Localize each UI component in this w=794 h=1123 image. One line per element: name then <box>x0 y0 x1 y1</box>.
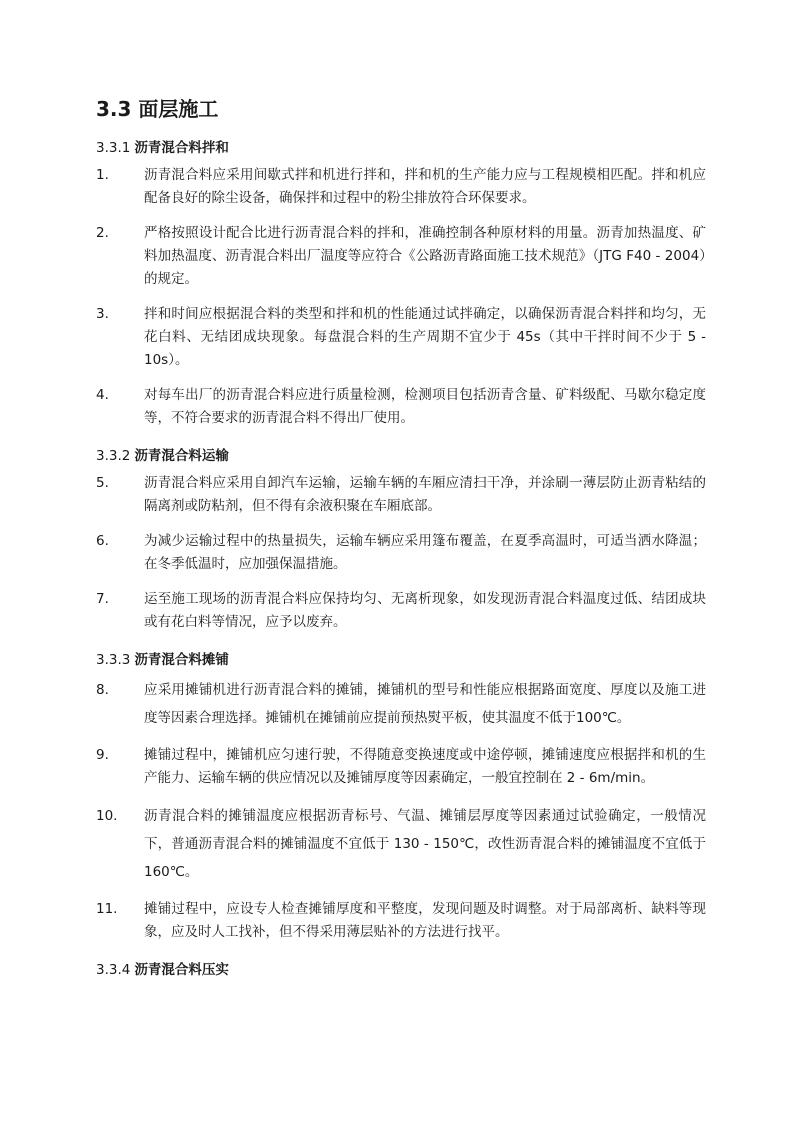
list-item-text: 沥青混合料应采用间歇式拌和机进行拌和，拌和机的生产能力应与工程规模相匹配。拌和机应配备良好的除尘设备，确保拌和过程中的粉尘排放符合环保要求。 <box>144 167 706 206</box>
list-item <box>96 898 706 944</box>
list-item-number: 7. <box>96 591 109 607</box>
section-number: 3.3 <box>96 97 132 121</box>
list-item-text: 摊铺过程中，应设专人检查摊铺厚度和平整度，发现问题及时调整。对于局部离析、缺料等现象，应及时人工找补，但不得采用薄层贴补的方法进行找平。 <box>144 901 706 940</box>
subsection-number: 3.3.1 <box>96 140 131 156</box>
list-item <box>96 676 706 732</box>
list-item-number: 1. <box>96 167 109 183</box>
list-item-number: 8. <box>96 682 109 698</box>
list-item-text: 运至施工现场的沥青混合料应保持均匀、无离析现象，如发现沥青混合料温度过低、结团成块或有花白料等情况，应予以废弃。 <box>144 591 706 630</box>
list-item <box>96 384 706 430</box>
list-item-text: 沥青混合料应采用自卸汽车运输，运输车辆的车厢应清扫干净，并涂刷一薄层防止沥青粘结的隔离剂或防粘剂，但不得有余液积聚在车厢底部。 <box>144 475 706 514</box>
list-item-number: 10. <box>96 808 118 824</box>
subsection-number: 3.3.2 <box>96 448 131 464</box>
list-item-number: 5. <box>96 475 109 491</box>
list-item <box>96 588 706 634</box>
list-item <box>96 744 706 790</box>
subsection-number: 3.3.4 <box>96 962 131 978</box>
list-item-text: 拌和时间应根据混合料的类型和拌和机的性能通过试拌确定，以确保沥青混合料拌和均匀，无花白料、无结团成块现象。每盘混合料的生产周期不宜少于 45s（其中干拌时间不少于 5 - 10s）。 <box>144 306 706 368</box>
list-item-number: 6. <box>96 533 109 549</box>
subsection-number: 3.3.3 <box>96 652 131 668</box>
list-item-number: 9. <box>96 747 109 763</box>
list-item-text: 对每车出厂的沥青混合料应进行质量检测，检测项目包括沥青含量、矿料级配、马歇尔稳定度等，不符合要求的沥青混合料不得出厂使用。 <box>144 387 706 426</box>
section-title-text: 面层施工 <box>138 97 219 121</box>
subsection-heading <box>96 646 706 676</box>
list-item <box>96 303 706 372</box>
list-item-number: 4. <box>96 387 109 403</box>
list-item-text: 应采用摊铺机进行沥青混合料的摊铺，摊铺机的型号和性能应根据路面宽度、厚度以及施工进度等因素合理选择。摊铺机在摊铺前应提前预热熨平板，使其温度不低于100℃。 <box>144 682 706 726</box>
subsection-heading <box>96 442 706 472</box>
list-item-text: 沥青混合料的摊铺温度应根据沥青标号、气温、摊铺层厚度等因素通过试验确定，一般情况下，普通沥青混合料的摊铺温度不宜低于 130 - 150℃，改性沥青混合料的摊铺温度不宜低于 160℃。 <box>144 808 706 880</box>
list-item-number: 2. <box>96 225 109 241</box>
list-item <box>96 802 706 886</box>
subsection-title: 沥青混合料摊铺 <box>134 652 229 668</box>
list-item-number: 11. <box>96 901 118 917</box>
list-item-text: 严格按照设计配合比进行沥青混合料的拌和，准确控制各种原材料的用量。沥青加热温度、矿料加热温度、沥青混合料出厂温度等应符合《公路沥青路面施工技术规范》（JTG F40 - 2004）的规定。 <box>144 225 706 287</box>
list-item <box>96 164 706 210</box>
subsection-title: 沥青混合料运输 <box>134 448 229 464</box>
list-item-number: 3. <box>96 306 109 322</box>
subsection-title: 沥青混合料压实 <box>134 962 229 978</box>
subsection-heading <box>96 956 706 986</box>
document-page <box>96 94 706 986</box>
subsection-heading <box>96 134 706 164</box>
list-item <box>96 222 706 291</box>
section-title <box>96 94 706 124</box>
list-item <box>96 530 706 576</box>
list-item <box>96 472 706 518</box>
subsection-title: 沥青混合料拌和 <box>134 140 229 156</box>
list-item-text: 摊铺过程中，摊铺机应匀速行驶，不得随意变换速度或中途停顿，摊铺速度应根据拌和机的生产能力、运输车辆的供应情况以及摊铺厚度等因素确定，一般宜控制在 2 - 6m/min。 <box>144 747 706 786</box>
list-item-text: 为减少运输过程中的热量损失，运输车辆应采用篷布覆盖，在夏季高温时，可适当洒水降温；在冬季低温时，应加强保温措施。 <box>144 533 706 572</box>
